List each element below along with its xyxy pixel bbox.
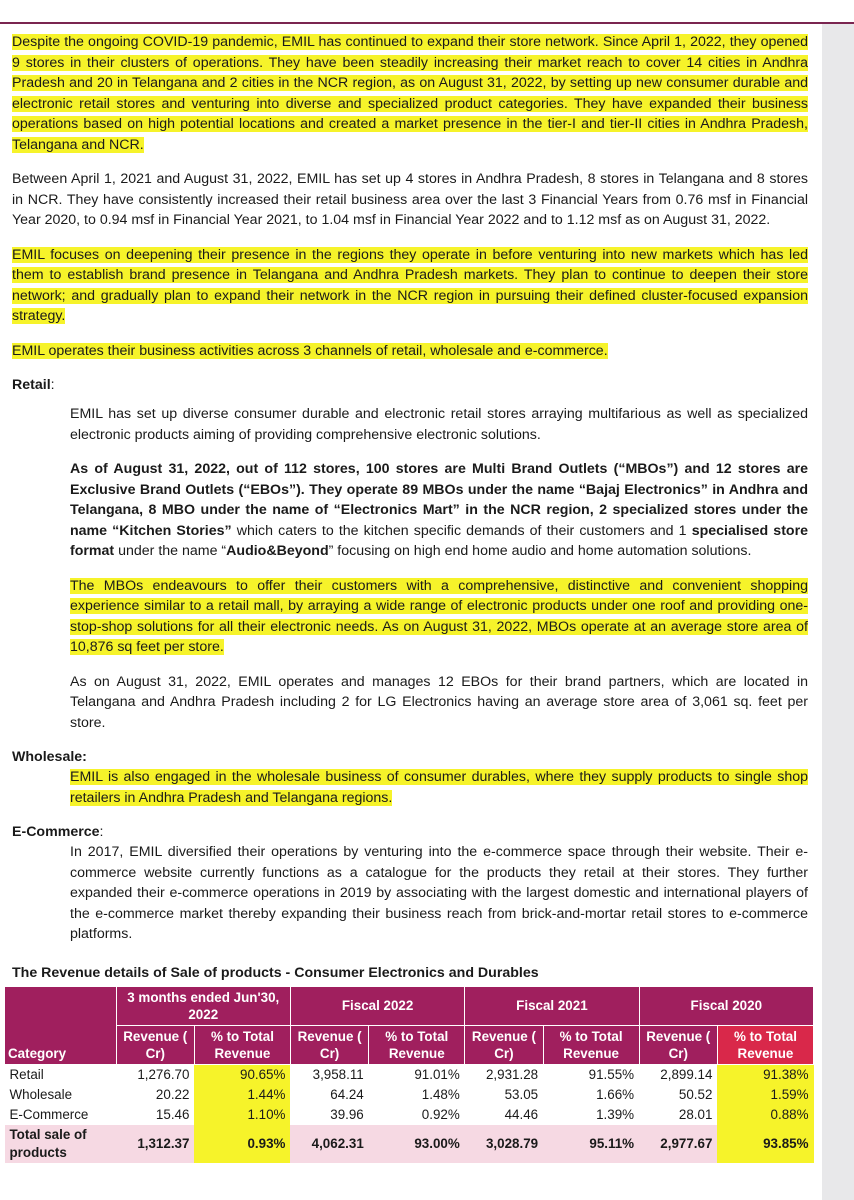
- highlighted-text: EMIL focuses on deepening their presence in the regions they operate in before venturing into new markets which has led them to establish brand presence in Telangana and Andhra Pradesh markets. They plan to continue to deepen their store network; and gradually plan to expand their network in the NCR region in pursuing their defined cluster-focused expansion strategy.: [12, 246, 808, 324]
- table-cell: 3,958.11: [312, 1066, 364, 1082]
- retail-paragraph-mbo: [70, 576, 808, 658]
- row-category: E-Commerce: [9, 1106, 89, 1122]
- page-margin: [822, 24, 854, 1200]
- table-cell: 93.85%: [717, 1125, 813, 1163]
- highlighted-text: EMIL is also engaged in the wholesale business of consumer durables, where they supply products to single shop retailers in Andhra Pradesh and Telangana regions.: [70, 769, 808, 806]
- table-cell: 15.46: [155, 1106, 190, 1122]
- table-row: [5, 1064, 814, 1085]
- table-cell: 91.01%: [414, 1066, 460, 1082]
- table-cell: 3,028.79: [465, 1125, 543, 1163]
- table-title: The Revenue details of Sale of products - Consumer Electronics and Durables: [12, 964, 539, 981]
- table-cell: 39.96: [330, 1106, 364, 1122]
- highlighted-text: EMIL operates their business activities across 3 channels of retail, wholesale and e-commerce.: [12, 342, 608, 359]
- table-cell: 0.92%: [421, 1106, 460, 1122]
- table-cell: 50.52: [678, 1086, 713, 1102]
- table-cell: 91.55%: [588, 1066, 635, 1082]
- ecommerce-paragraph: In 2017, EMIL diversified their operations by venturing into the e-commerce space through their website. Their e-commerce website currently functions as a catalogue for the products they retail at their stores. They further expanded their e-commerce operations in 2019 by associating with the largest domestic and international players of the e-commerce market thereby expanding their business reach from brick-and-mortar retail stores to e-commerce platforms.: [70, 844, 808, 942]
- table-cell: 91.38%: [717, 1064, 813, 1085]
- paragraph-store-expansion: [12, 32, 808, 155]
- table-cell: 20.22: [155, 1086, 190, 1102]
- ecommerce-heading: E-Commerce:: [12, 824, 104, 840]
- top-rule: [0, 0, 854, 24]
- paragraph-store-setup: Between April 1, 2021 and August 31, 2022, EMIL has set up 4 stores in Andhra Pradesh, 8 stores in Telangana and 8 stores in NCR. They have consistently increased their retail business area over the last 3 Financial Years from 0.76 msf in Financial Year 2020, to 0.94 msf in Financial Year 2021, to 1.04 msf in Financial Year 2022 and to 1.12 msf as on August 31, 2022.: [12, 171, 808, 228]
- highlighted-text: Despite the ongoing COVID-19 pandemic, EMIL has continued to expand their store network. Since April 1, 2022, they opened 9 stores in their clusters of operations. They have been steadily increasing their market reach to cover 14 cities in Andhra Pradesh and 20 in Telangana and 2 cities in the NCR region, as on August 31, 2022, by setting up new consumer durable and electronic retail stores and venturing into diverse and specialized product categories. They have expanded their business operations based on high potential locations and created a market presence in the tier-I and tier-II cities in Andhra Pradesh, Telangana and NCR.: [12, 34, 808, 153]
- table-header-row-columns: [5, 1025, 814, 1064]
- revenue-header: Revenue ( Cr): [639, 1025, 717, 1064]
- table-cell: 1.66%: [596, 1086, 635, 1102]
- wholesale-paragraph: [70, 767, 808, 808]
- revenue-table: [4, 986, 814, 1163]
- paragraph-channels: [12, 341, 808, 362]
- table-cell: 95.11%: [543, 1125, 639, 1163]
- table-cell: 53.05: [504, 1086, 539, 1102]
- document-page: [0, 24, 822, 1200]
- pct-header: % to Total Revenue: [543, 1025, 639, 1064]
- table-cell: 1,312.37: [116, 1125, 194, 1163]
- period-header: Fiscal 2020: [639, 986, 813, 1025]
- period-header: Fiscal 2022: [290, 986, 464, 1025]
- table-cell: 64.24: [330, 1086, 364, 1102]
- table-cell: 1.39%: [596, 1106, 635, 1122]
- period-header: Fiscal 2021: [465, 986, 639, 1025]
- period-header: 3 months ended Jun'30, 2022: [116, 986, 290, 1025]
- revenue-header: Revenue ( Cr): [290, 1025, 368, 1064]
- table-cell: 44.46: [504, 1106, 539, 1122]
- table-row: [5, 1085, 814, 1105]
- pct-header: % to Total Revenue: [369, 1025, 465, 1064]
- table-cell: 1,276.70: [137, 1066, 190, 1082]
- table-cell: 0.88%: [717, 1105, 813, 1125]
- document-content: [8, 32, 809, 1163]
- wholesale-heading: Wholesale:: [12, 749, 87, 765]
- row-category: Wholesale: [9, 1086, 73, 1102]
- table-cell: 2,977.67: [639, 1125, 717, 1163]
- paragraph-deepening-presence: [12, 245, 808, 327]
- retail-paragraph-stores: As of August 31, 2022, out of 112 stores, 100 stores are Multi Brand Outlets (“MBOs”) and 12 stores are Exclusive Brand Outlets (“EBOs”). They operate 89 MBOs under the name “Bajaj Electronics” in Andhra and Telangana, 8 MBO under the name of “Electronics Mart” in the NCR region, 2 specialized stores under the name “Kitchen Stories” which caters to the kitchen specific demands of their customers and 1 specialised store format under the name “Audio&Beyond” focusing on high end home audio and home automation solutions.: [70, 461, 808, 559]
- revenue-header: Revenue ( Cr): [116, 1025, 194, 1064]
- retail-heading: Retail:: [12, 377, 55, 393]
- table-cell: 0.93%: [194, 1125, 290, 1163]
- table-header-row-periods: [5, 986, 814, 1025]
- highlighted-text: The MBOs endeavours to offer their customers with a comprehensive, distinctive and convenient shopping experience similar to a retail mall, by arraying a wide range of electronic products under one roof and providing one-stop-shop solutions for all their electronic needs. As on August 31, 2022, MBOs operate at an average store area of 10,876 sq feet per store.: [70, 577, 808, 655]
- table-cell: 1.59%: [717, 1085, 813, 1105]
- table-cell: 2,899.14: [660, 1066, 713, 1082]
- category-header: Category: [5, 986, 117, 1064]
- table-cell: 1.44%: [194, 1085, 290, 1105]
- row-category: Total sale of products: [5, 1125, 117, 1163]
- retail-paragraph-ebo: As on August 31, 2022, EMIL operates and manages 12 EBOs for their brand partners, which are located in Telangana and Andhra Pradesh including 2 for LG Electronics having an average store area of 3,061 sq. feet per store.: [70, 673, 808, 731]
- table-cell: 28.01: [678, 1106, 713, 1122]
- table-row: [5, 1105, 814, 1125]
- table-row-total: [5, 1125, 814, 1163]
- revenue-header: Revenue ( Cr): [465, 1025, 543, 1064]
- retail-paragraph-1: EMIL has set up diverse consumer durable and electronic retail stores arraying multifarious as well as specialized electronic products aiming of providing comprehensive electronic solutions.: [70, 406, 808, 443]
- table-cell: 1.10%: [194, 1105, 290, 1125]
- table-cell: 4,062.31: [290, 1125, 368, 1163]
- table-cell: 90.65%: [194, 1064, 290, 1085]
- row-category: Retail: [9, 1066, 44, 1082]
- pct-header: % to Total Revenue: [194, 1025, 290, 1064]
- table-cell: 93.00%: [369, 1125, 465, 1163]
- pct-header: % to Total Revenue: [717, 1025, 813, 1064]
- table-cell: 1.48%: [421, 1086, 460, 1102]
- table-cell: 2,931.28: [485, 1066, 539, 1082]
